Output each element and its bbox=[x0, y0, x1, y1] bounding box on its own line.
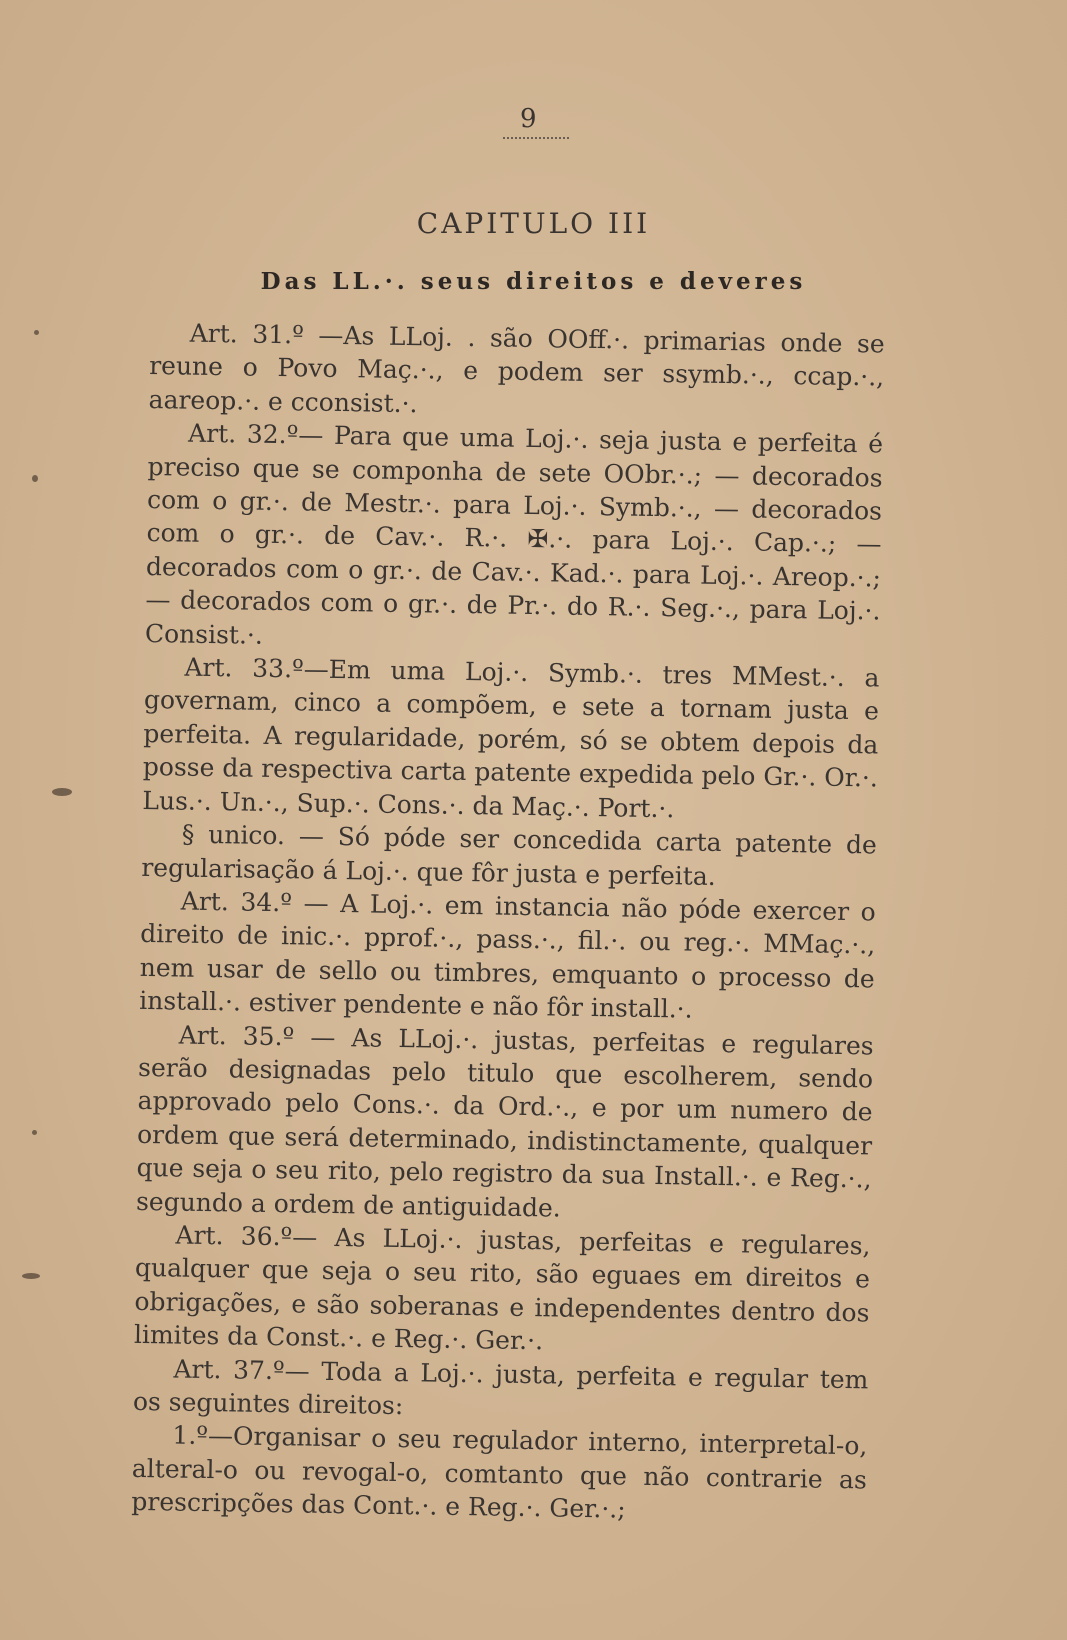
article-36: Art. 36.º— As LLoj.·. justas, perfeitas e regulares, qualquer que seja o seu rito, são eguaes em direitos e obrigações, e são soberanas e independentes dentro dos limites da Const.·. e Reg.·. Ger.·. bbox=[133, 1220, 871, 1356]
article-33: Art. 33.º—Em uma Loj.·. Symb.·. tres MMest.·. a governam, cinco a compõem, e sete a tornam justa e perfeita. A regularidade, porém, só se obtem depois da posse da respectiva carta patente expedida pelo Gr.·. Or.·. Lus.·. Un.·., Sup.·. Cons.·. da Maç.·. Port.·. bbox=[142, 652, 880, 823]
article-35: Art. 35.º — As LLoj.·. justas, perfeitas e regulares serão designadas pelo titulo que escolherem, sendo approvado pelo Cons.·. da Ord.·., e por um numero de ordem que será determinado, indistinctamente, qualquer que seja o seu rito, pelo registro da sua Install.·. e Reg.·., segundo a ordem de antiguidade. bbox=[135, 1020, 874, 1223]
article-32: Art. 32.º— Para que uma Loj.·. seja justa e perfeita é preciso que se componha de sete OObr.·.; — decorados com o gr.·. de Mestr.·. para Loj.·. Symb.·., — decorados com o gr.·. de Cav.·. R.·. ✠.·. para Loj.·. Cap.·.; — decorados com o gr.·. de Cav.·. Kad.·. para Loj.·. Areop.·.;— decorados com o gr.·. de Pr.·. do R.·. Seg.·., para Loj.·. Consist.·. bbox=[144, 418, 884, 650]
page-number-rule bbox=[503, 137, 569, 139]
article-37-item-1: 1.º—Organisar o seu regulador interno, interpretal-o, alteral-o ou revogal-o, comtanto que não contrarie as prescripções das Cont.·. e Reg.·. Ger.·.; bbox=[131, 1420, 868, 1524]
article-31: Art. 31.º —As LLoj. . são OOff.·. primarias onde se reune o Povo Maç.·., e podem ser ssymb.·., ccap.·., aareop.·. e cconsist.·. bbox=[148, 318, 885, 419]
page-number: 9 bbox=[520, 104, 538, 134]
chapter-title: CAPITULO III bbox=[416, 207, 651, 240]
blemish bbox=[32, 1130, 37, 1135]
article-33-sole-paragraph: § unico. — Só póde ser concedida carta patente de regularisação á Loj.·. que fôr justa e perfeita. bbox=[141, 819, 878, 891]
blemish bbox=[22, 1273, 40, 1279]
article-37: Art. 37.º— Toda a Loj.·. justa, perfeita e regular tem os seguintes direitos: bbox=[132, 1354, 869, 1421]
blemish bbox=[34, 330, 39, 335]
body-text bbox=[131, 316, 885, 1530]
blemish bbox=[52, 788, 72, 796]
section-title: Das LL.·. seus direitos e deveres bbox=[260, 268, 807, 295]
blemish bbox=[32, 475, 38, 482]
article-34: Art. 34.º — A Loj.·. em instancia não póde exercer o direito de inic.·. pprof.·., pass.·., fil.·. ou reg.·. MMaç.·., nem usar de sello ou timbres, emquanto o processo de install.·. estiver pendente e não fôr install.·. bbox=[139, 886, 876, 1024]
